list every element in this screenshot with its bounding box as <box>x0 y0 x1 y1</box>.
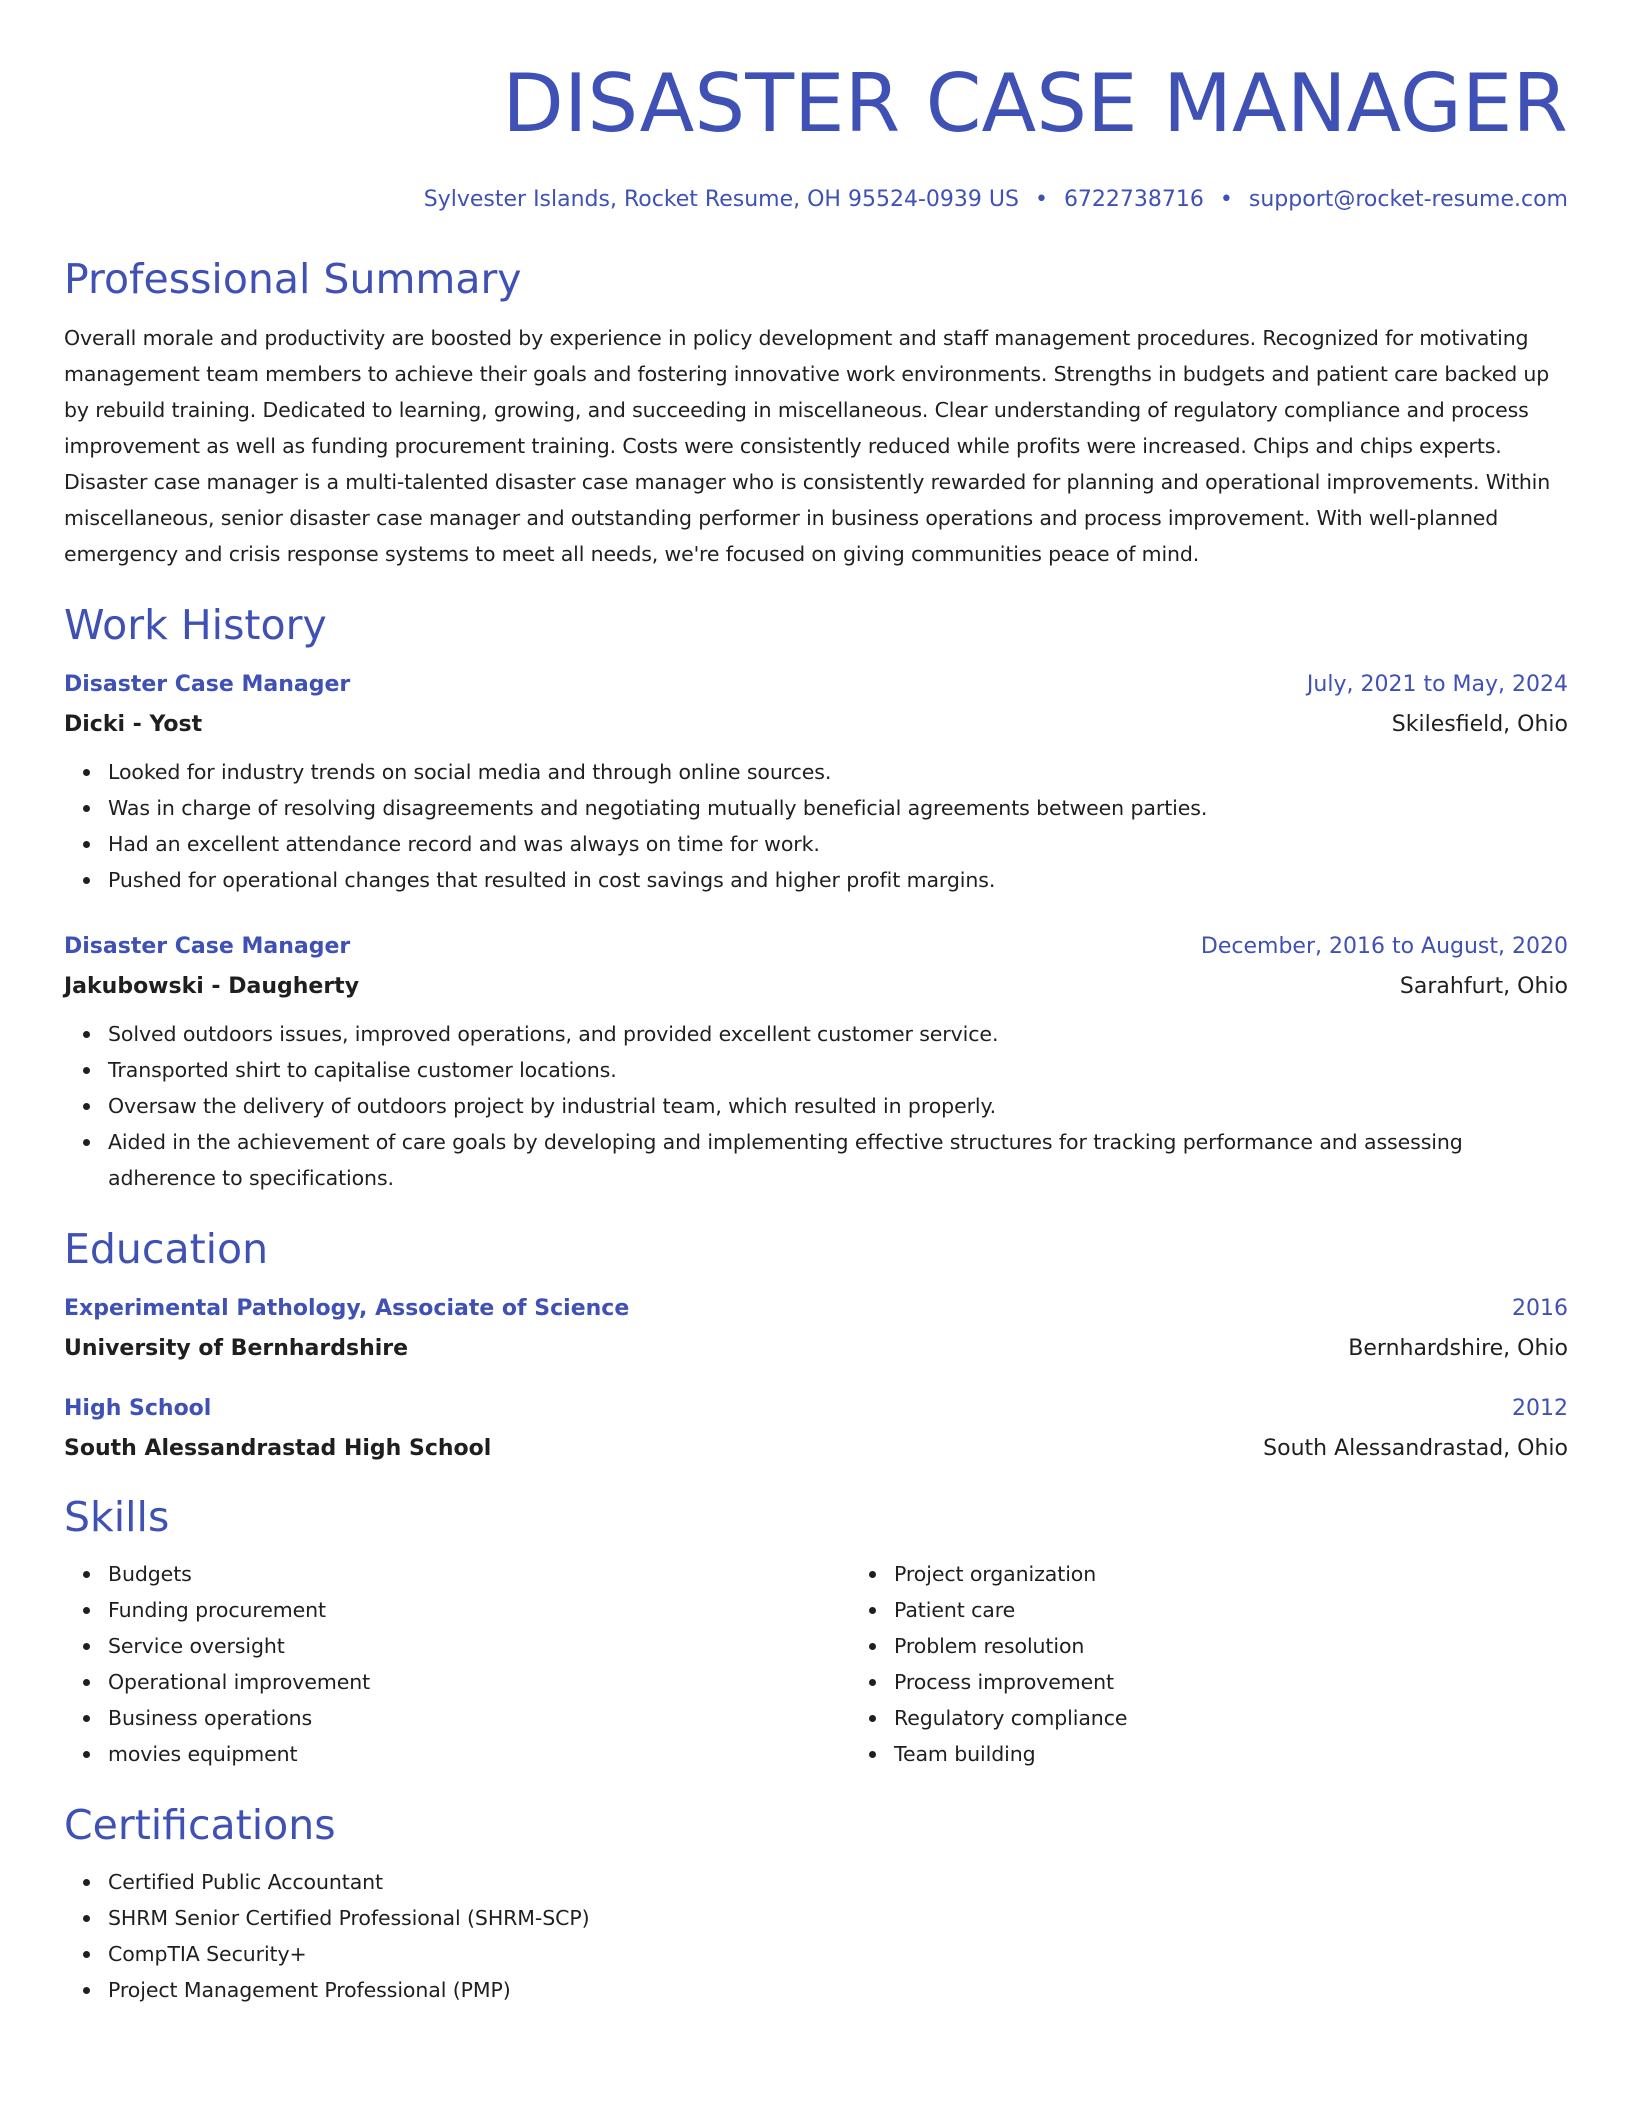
job-entry <box>64 670 1568 898</box>
contact-separator: • <box>1219 187 1233 212</box>
certification-item: SHRM Senior Certified Professional (SHRM-SCP) <box>108 1900 1568 1936</box>
education-location: Bernhardshire, Ohio <box>1348 1336 1568 1361</box>
education-degree: High School <box>64 1396 212 1421</box>
education-degree: Experimental Pathology, Associate of Science <box>64 1296 630 1321</box>
job-dates: December, 2016 to August, 2020 <box>1200 934 1568 959</box>
job-bullet: Solved outdoors issues, improved operations, and provided excellent customer service. <box>108 1016 1568 1052</box>
skills-heading: Skills <box>64 1493 170 1541</box>
work-history-section <box>64 600 1568 1196</box>
skills-column-left <box>64 1556 850 1772</box>
certification-item: CompTIA Security+ <box>108 1936 1568 1972</box>
job-location: Skilesfield, Ohio <box>1391 712 1568 737</box>
job-bullet: Pushed for operational changes that resulted in cost savings and higher profit margins. <box>108 862 1568 898</box>
certification-item: Project Management Professional (PMP) <box>108 1972 1568 2008</box>
contact-email: support@rocket-resume.com <box>1248 187 1568 212</box>
skills-column-right <box>850 1556 1632 1772</box>
education-year: 2012 <box>1512 1396 1568 1421</box>
certifications-section <box>64 1800 1568 2008</box>
summary-text: Overall morale and productivity are boosted by experience in policy development and staff management procedures. Recognized for motivating management team members to achieve their goals and fostering innovative work environments. Strengths in budgets and patient care backed up by rebuild training. Dedicated to learning, growing, and succeeding in miscellaneous. Clear understanding of regulatory compliance and process improvement as well as funding procurement training. Costs were consistently reduced while profits were increased. Chips and chips experts. Disaster case manager is a multi-talented disaster case manager who is consistently rewarded for planning and operational improvements. Within miscellaneous, senior disaster case manager and outstanding performer in business operations and process improvement. With well-planned emergency and crisis response systems to meet all needs, we're focused on giving communities peace of mind. <box>64 326 1551 566</box>
skill-item: Problem resolution <box>894 1628 1632 1664</box>
job-entry <box>64 932 1568 1196</box>
skill-item: Regulatory compliance <box>894 1700 1632 1736</box>
education-entry <box>64 1394 1568 1464</box>
summary-heading: Professional Summary <box>64 255 522 303</box>
certifications-heading: Certifications <box>64 1801 336 1849</box>
skill-item: Business operations <box>108 1700 850 1736</box>
skill-item: Service oversight <box>108 1628 850 1664</box>
job-dates: July, 2021 to May, 2024 <box>1306 672 1568 697</box>
job-location: Sarahfurt, Ohio <box>1399 974 1568 999</box>
skill-item: Funding procurement <box>108 1592 850 1628</box>
skills-grid <box>64 1556 1568 1772</box>
education-school: South Alessandrastad High School <box>64 1436 492 1461</box>
job-title: Disaster Case Manager <box>64 934 351 959</box>
certifications-list <box>64 1864 1568 2008</box>
skill-item: movies equipment <box>108 1736 850 1772</box>
contact-separator: • <box>1034 187 1048 212</box>
contact-phone: 6722738716 <box>1063 187 1204 212</box>
job-bullet: Was in charge of resolving disagreements and negotiating mutually beneficial agreements between parties. <box>108 790 1568 826</box>
education-year: 2016 <box>1512 1296 1568 1321</box>
skill-item: Budgets <box>108 1556 850 1592</box>
skill-item: Project organization <box>894 1556 1632 1592</box>
resume-name: DISASTER CASE MANAGER <box>502 57 1568 150</box>
job-employer: Jakubowski - Daugherty <box>64 974 360 999</box>
contact-address: Sylvester Islands, Rocket Resume, OH 95524-0939 US <box>423 187 1019 212</box>
skill-item: Team building <box>894 1736 1632 1772</box>
job-bullet: Looked for industry trends on social media and through online sources. <box>108 754 1568 790</box>
contact-line <box>64 186 1568 214</box>
skills-section <box>64 1492 1568 1772</box>
job-bullets <box>64 1016 1568 1196</box>
skill-item: Patient care <box>894 1592 1632 1628</box>
education-school: University of Bernhardshire <box>64 1336 409 1361</box>
certification-item: Certified Public Accountant <box>108 1864 1568 1900</box>
education-location: South Alessandrastad, Ohio <box>1263 1436 1568 1461</box>
job-bullet: Aided in the achievement of care goals by developing and implementing effective structures for tracking performance and assessing adherence to specifications. <box>108 1124 1568 1196</box>
job-employer: Dicki - Yost <box>64 712 203 737</box>
education-entry <box>64 1294 1568 1364</box>
job-bullet: Transported shirt to capitalise customer locations. <box>108 1052 1568 1088</box>
education-section <box>64 1224 1568 1464</box>
skill-item: Operational improvement <box>108 1664 850 1700</box>
job-bullet: Had an excellent attendance record and was always on time for work. <box>108 826 1568 862</box>
job-title: Disaster Case Manager <box>64 672 351 697</box>
work-history-heading: Work History <box>64 601 327 649</box>
education-heading: Education <box>64 1225 269 1273</box>
job-bullet: Oversaw the delivery of outdoors project by industrial team, which resulted in properly. <box>108 1088 1568 1124</box>
skill-item: Process improvement <box>894 1664 1632 1700</box>
job-bullets <box>64 754 1568 898</box>
